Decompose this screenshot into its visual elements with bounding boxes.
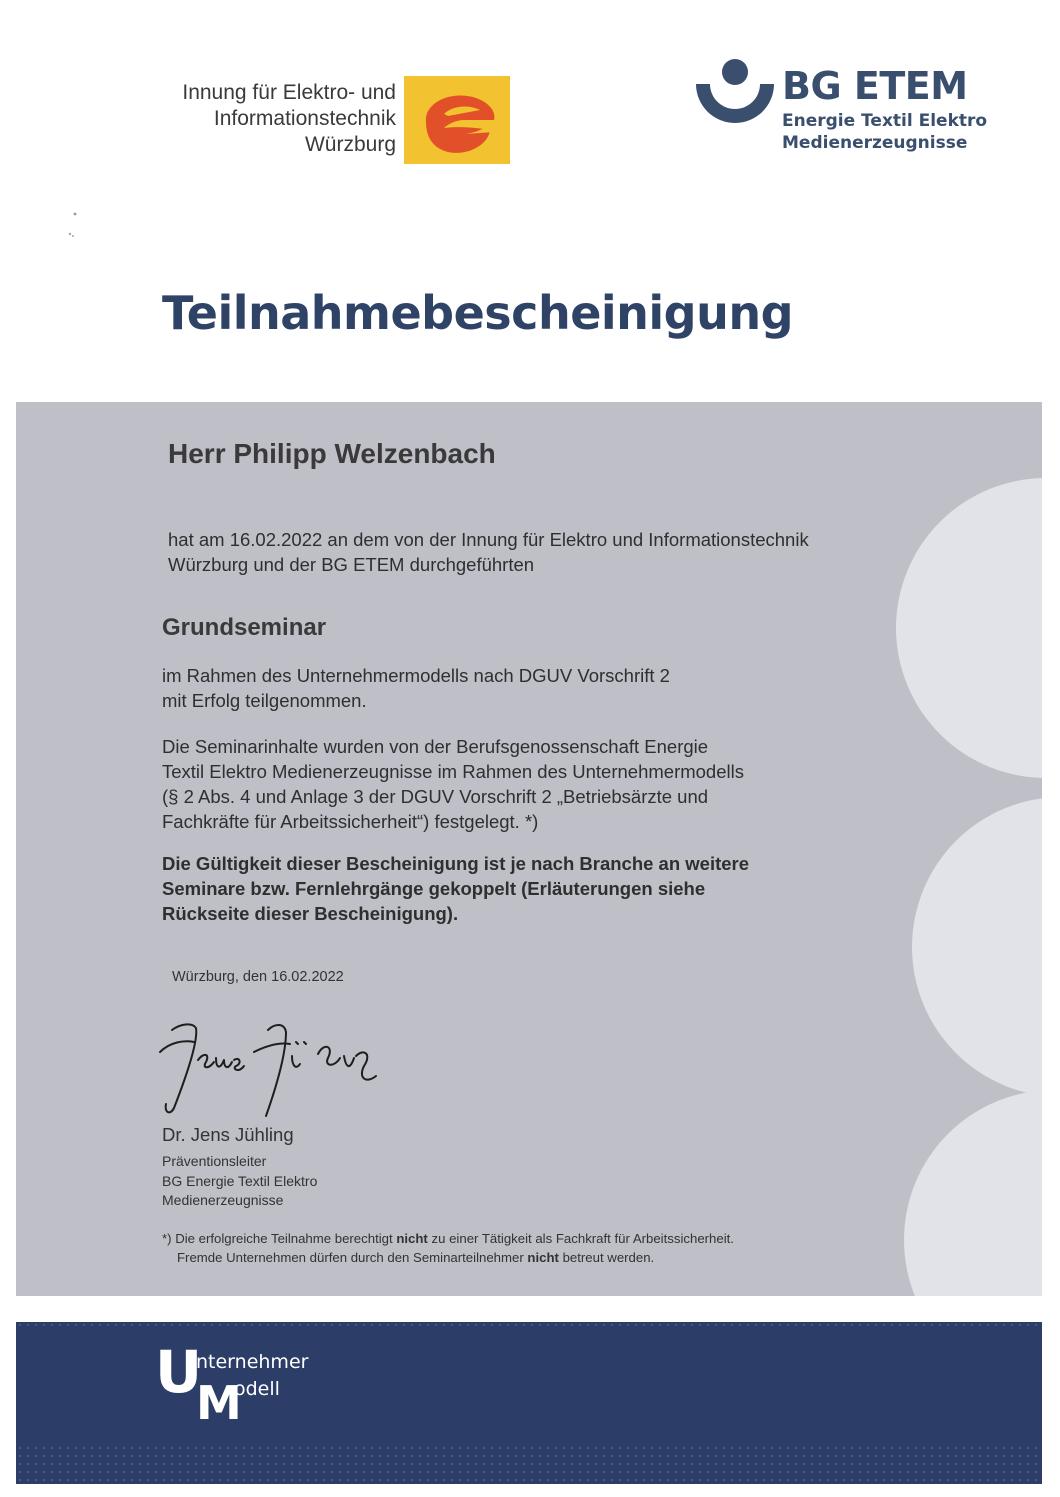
bg-etem-subtitle bbox=[782, 110, 987, 154]
footnote-line bbox=[162, 1230, 734, 1249]
intro-line: hat am 16.02.2022 an dem von der Innung für Elektro und Informationstechnik bbox=[168, 529, 809, 550]
innung-line: Innung für Elektro- und bbox=[182, 81, 396, 104]
footnote-text: zu einer Tätigkeit als Fachkraft für Arbeitssicherheit. bbox=[427, 1231, 734, 1246]
seminar-name: Grundseminar bbox=[162, 614, 327, 641]
footnote-text: betreut werden. bbox=[558, 1249, 655, 1265]
recipient-name: Herr Philipp Welzenbach bbox=[168, 438, 496, 469]
e-mark-logo-icon bbox=[404, 76, 510, 164]
decor-circle bbox=[904, 1090, 1042, 1296]
unternehmer-modell-logo-word: odell bbox=[234, 1378, 280, 1400]
certificate-title: Teilnahmebescheinigung bbox=[162, 286, 794, 340]
content-line: Die Seminarinhalte wurden von der Berufsgenossenschaft Energie bbox=[162, 736, 709, 757]
decor-circle bbox=[912, 797, 1042, 1097]
signer-role bbox=[162, 1152, 317, 1211]
validity-line: Die Gültigkeit dieser Bescheinigung ist je nach Branche an weitere bbox=[162, 853, 750, 874]
scan-artifact bbox=[62, 200, 82, 250]
validity-paragraph bbox=[162, 851, 749, 926]
content-paragraph bbox=[162, 734, 744, 834]
bg-etem-subtitle-line: Medienerzeugnisse bbox=[782, 133, 968, 153]
context-paragraph bbox=[162, 663, 670, 713]
footnote-emphasis: nicht bbox=[396, 1231, 428, 1246]
unternehmer-modell-logo-m: M bbox=[196, 1376, 242, 1430]
footnote-line bbox=[162, 1249, 734, 1268]
innung-line: Informationstechnik bbox=[213, 107, 396, 130]
content-line: (§ 2 Abs. 4 und Anlage 3 der DGUV Vorschrift 2 „Betriebsärzte und bbox=[162, 786, 709, 807]
unternehmer-modell-logo-word: nternehmer bbox=[196, 1351, 309, 1373]
footnote-text: *) Die erfolgreiche Teilnahme berechtigt bbox=[162, 1231, 397, 1246]
footnote-emphasis: nicht bbox=[527, 1249, 559, 1265]
validity-line: Seminare bzw. Fernlehrgänge gekoppelt (Erläuterungen siehe bbox=[162, 878, 706, 899]
innung-name bbox=[120, 80, 396, 158]
footnote-text: Fremde Unternehmen dürfen durch den Seminarteilnehmer bbox=[177, 1249, 528, 1265]
signer-name: Dr. Jens Jühling bbox=[162, 1124, 294, 1145]
footnote bbox=[162, 1230, 734, 1267]
decor-circle bbox=[896, 478, 1042, 778]
intro-paragraph bbox=[168, 527, 809, 577]
content-line: Fachkräfte für Arbeitssicherheit“) festgelegt. *) bbox=[162, 811, 539, 832]
footer-dot-pattern bbox=[16, 1322, 1042, 1328]
context-line: im Rahmen des Unternehmermodells nach DGUV Vorschrift 2 bbox=[162, 665, 670, 686]
bg-etem-subtitle-line: Energie Textil Elektro bbox=[782, 111, 988, 131]
signer-role-line: BG Energie Textil Elektro bbox=[162, 1172, 318, 1189]
unternehmer-modell-logo-u: U bbox=[155, 1338, 203, 1406]
validity-line: Rückseite dieser Bescheinigung). bbox=[162, 903, 459, 924]
bg-etem-title: BG ETEM bbox=[782, 64, 968, 108]
intro-line: Würzburg und der BG ETEM durchgeführten bbox=[168, 554, 535, 575]
footer-dot-pattern bbox=[16, 1444, 1042, 1484]
innung-line: Würzburg bbox=[304, 133, 396, 156]
place-and-date: Würzburg, den 16.02.2022 bbox=[172, 969, 344, 985]
signer-role-line: Präventionsleiter bbox=[162, 1153, 267, 1169]
content-line: Textil Elektro Medienerzeugnisse im Rahmen des Unternehmermodells bbox=[162, 761, 744, 782]
handwritten-signature bbox=[150, 1012, 390, 1122]
context-line: mit Erfolg teilgenommen. bbox=[162, 690, 367, 711]
signer-role-line: Medienerzeugnisse bbox=[162, 1192, 284, 1208]
